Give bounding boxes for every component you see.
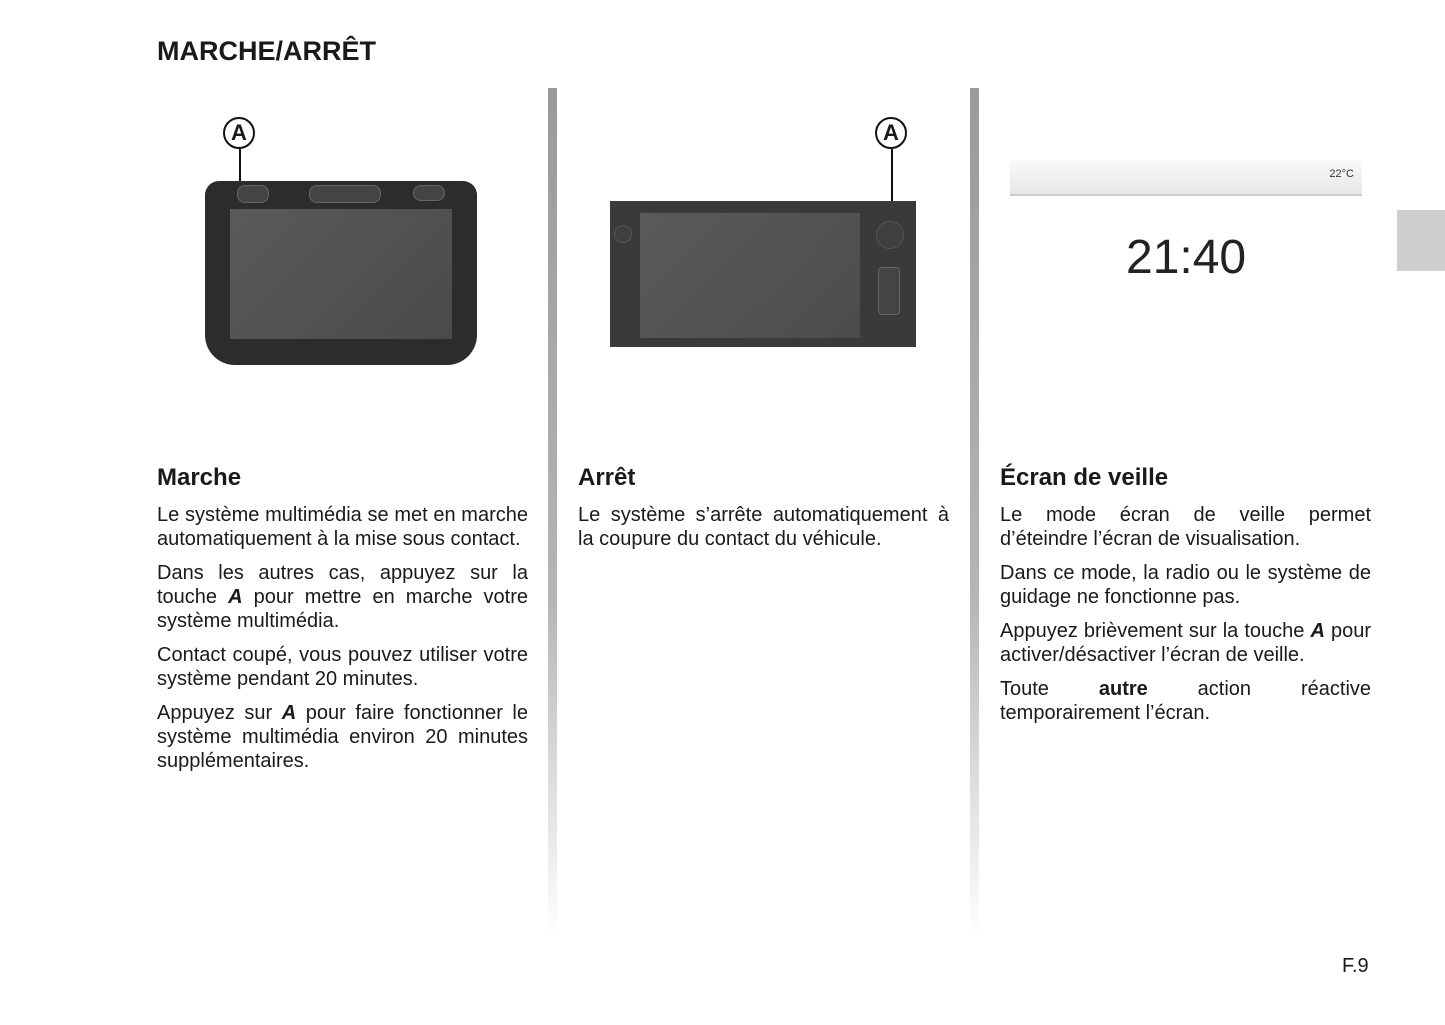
paragraph: Toute autre action réactive temporairement l’écran.: [1000, 678, 1372, 724]
left-knob: [614, 225, 632, 243]
paragraph: Appuyez sur A pour faire fonctionner le système multimédia environ 20 minutes supplémentaires.: [157, 702, 529, 772]
paragraph: Dans les autres cas, appuyez sur la touche A pour mettre en marche votre système multimédia.: [157, 562, 529, 632]
paragraph: Contact coupé, vous pouvez utiliser votre système pendant 20 minutes.: [157, 644, 528, 690]
power-button: [237, 185, 269, 203]
multimedia-unit: [610, 201, 916, 347]
volume-buttons: [309, 185, 381, 203]
temperature-readout: 22°C: [1329, 168, 1354, 180]
status-bar: [1010, 160, 1362, 196]
column-divider: [548, 88, 557, 938]
paragraph: Dans ce mode, la radio ou le système de guidage ne fonctionne pas.: [1000, 562, 1371, 608]
page-number: F.9: [1342, 955, 1369, 977]
paragraph: Le système s’arrête automatiquement à la coupure du contact du véhicule.: [578, 504, 949, 550]
section-thumb-tab: [1397, 210, 1445, 271]
section-text: [1000, 503, 1371, 735]
power-knob: [876, 221, 904, 249]
sleep-screen-illustration: [1000, 88, 1371, 458]
column-ecran-de-veille: [1000, 88, 1372, 724]
usb-port: [878, 267, 900, 315]
callout-a: A: [875, 117, 907, 149]
usb-port: [413, 185, 445, 201]
unit-screen: [230, 209, 452, 339]
section-heading: Écran de veille: [1000, 464, 1169, 491]
section-text: [157, 503, 528, 783]
paragraph: Le système multimédia se met en marche automatiquement à la mise sous contact.: [157, 504, 528, 550]
clock-display: 21:40: [1126, 231, 1247, 284]
paragraph: Appuyez brièvement sur la touche A pour activer/désactiver l’écran de veille.: [1000, 620, 1371, 666]
section-text: [578, 503, 949, 561]
section-heading: Arrêt: [578, 464, 636, 491]
multimedia-unit: [205, 181, 477, 365]
page-title: MARCHE/ARRÊT: [157, 36, 376, 66]
column-divider: [970, 88, 979, 938]
multimedia-unit-illustration-2: [578, 88, 949, 458]
callout-a: A: [223, 117, 255, 149]
multimedia-unit-illustration-1: [157, 88, 528, 458]
section-heading: Marche: [157, 464, 242, 491]
column-marche: [157, 88, 529, 772]
column-arret: [578, 88, 949, 550]
unit-screen: [640, 213, 860, 338]
paragraph: Le mode écran de veille permet d’éteindre l’écran de visualisation.: [1000, 504, 1371, 550]
